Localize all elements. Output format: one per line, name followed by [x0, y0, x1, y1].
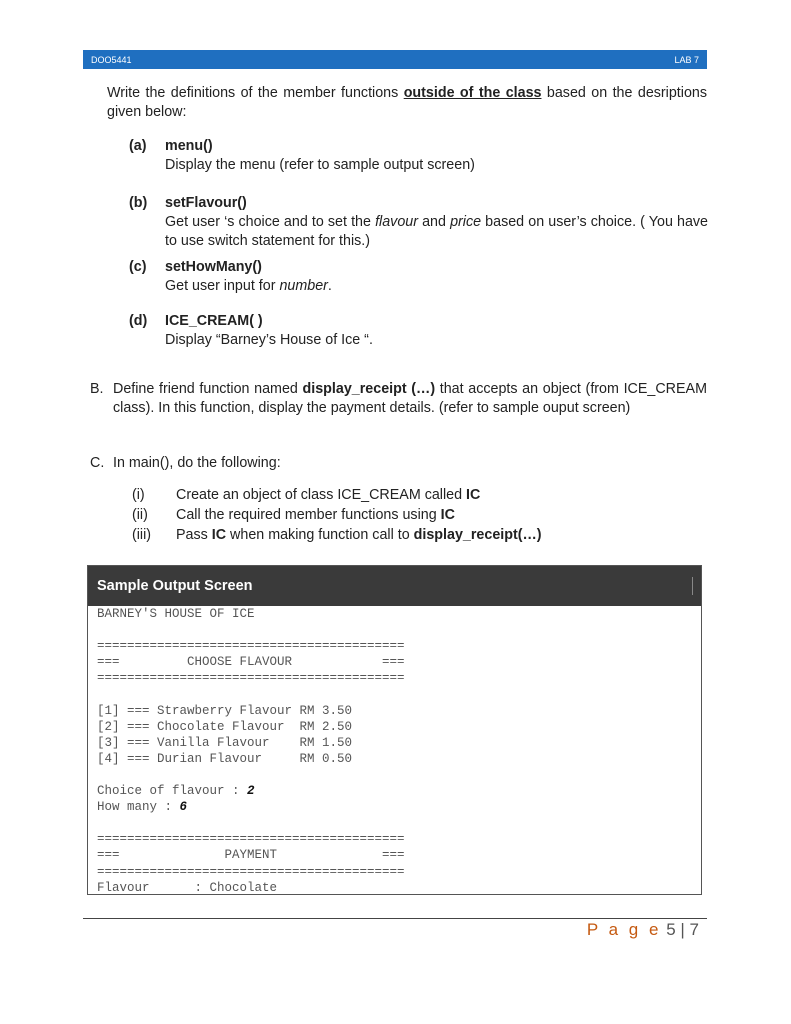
- intro-paragraph: Write the definitions of the member functions outside of the class based on the desriptions given below:: [107, 85, 708, 120]
- friend-function-name: display_receipt (…): [302, 381, 436, 397]
- course-code: DOO5441: [91, 54, 132, 65]
- emphasis-outside-class: outside of the class: [403, 85, 542, 101]
- header-bar: [83, 50, 707, 69]
- function-name: menu(): [165, 138, 213, 154]
- footer-divider: [83, 918, 707, 919]
- choice-value: 2: [247, 784, 255, 799]
- console-bottom-lines: ========================================= === PAYMENT === ========================================= Flavour : Chocolate: [97, 832, 405, 895]
- function-name: setFlavour(): [165, 195, 247, 211]
- howmany-value: 6: [179, 800, 188, 815]
- console-top-lines: BARNEY'S HOUSE OF ICE ========================================= === CHOOSE FLAVOUR === ========================================= [1] === Strawberry Flavour RM 3.50 [2] === Chocolate Flavour RM 2.50 [3] === Vanilla Flavour RM 1.50 [4] === Durian Flavour RM 0.50: [97, 607, 405, 766]
- sample-output-panel: [87, 565, 702, 895]
- function-name: ICE_CREAM( ): [165, 313, 263, 329]
- page-footer: P a g e 5 | 7: [586, 920, 699, 939]
- sample-output-title: Sample Output Screen: [88, 566, 701, 606]
- lab-number: LAB 7: [674, 54, 699, 65]
- function-name: setHowMany(): [165, 259, 262, 275]
- console-output: BARNEY'S HOUSE OF ICE ========================================= === CHOOSE FLAVOUR === ========================================= [1] === Strawberry Flavour RM 3.50 [2] === Chocolate Flavour RM 2.50 [3] === Vanilla Flavour RM 1.50 [4] === Durian Flavour RM 0.50 Choice of flavour : 2 How many : 6 ========================================= === PAYMENT === ========================================= Flavour : Chocolate: [97, 607, 405, 895]
